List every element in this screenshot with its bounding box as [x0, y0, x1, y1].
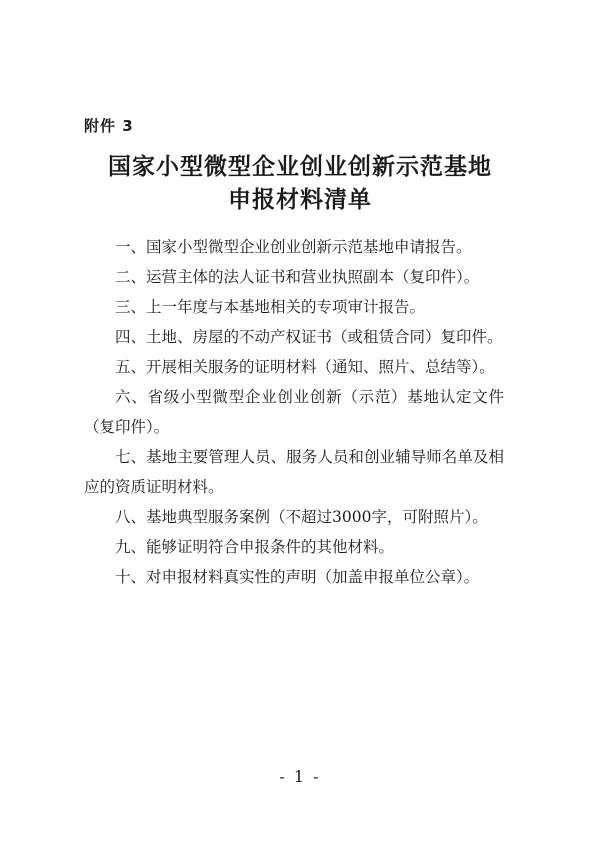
list-item: 九、能够证明符合申报条件的其他材料。: [115, 538, 395, 556]
list-item: 十、对申报材料真实性的声明（加盖申报单位公章）。: [115, 568, 480, 586]
page-number: - 1 -: [279, 767, 321, 786]
list-item: 一、国家小型微型企业创业创新示范基地申请报告。: [115, 238, 472, 256]
list-item: 五、开展相关服务的证明材料（通知、照片、总结等）。: [115, 358, 495, 376]
list-item: 八、基地典型服务案例（不超过3000字，可附照片）。: [115, 508, 488, 526]
list-item: 六、省级小型微型企业创业创新（示范）基地认定文件（复印件）。: [84, 388, 504, 436]
list-item: 七、基地主要管理人员、服务人员和创业辅导师名单及相应的资质证明材料。: [84, 448, 504, 496]
list-item: 四、土地、房屋的不动产权证书（或租赁合同）复印件。: [115, 328, 503, 346]
attachment-label: 附件 3: [84, 117, 134, 135]
list-item: 三、上一年度与本基地相关的专项审计报告。: [115, 298, 426, 316]
document-title-line-1: 国家小型微型企业创业创新示范基地: [108, 154, 492, 180]
list-item: 二、运营主体的法人证书和营业执照副本（复印件）。: [115, 268, 480, 286]
material-list: [84, 232, 504, 592]
document-title-line-2: 申报材料清单: [228, 187, 372, 213]
